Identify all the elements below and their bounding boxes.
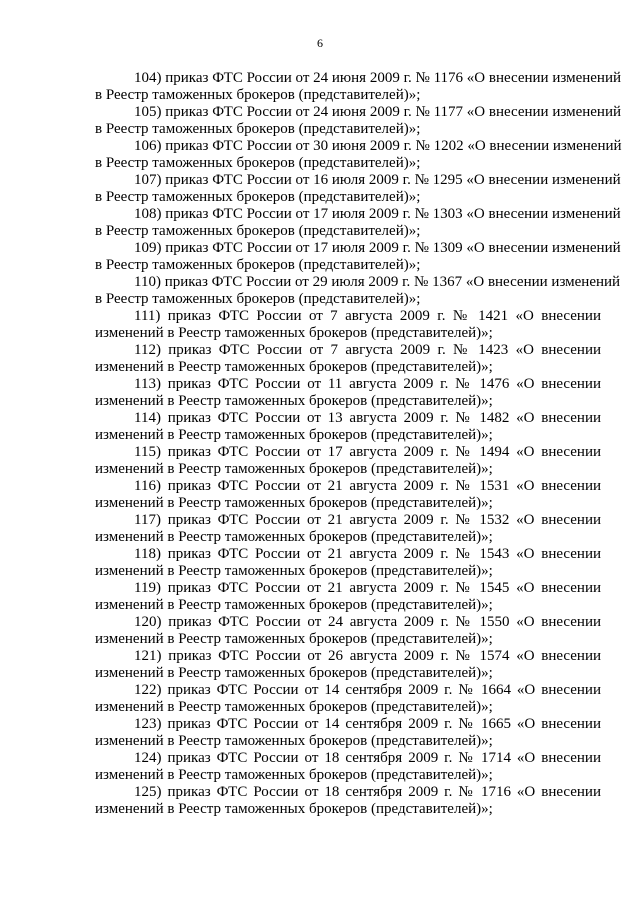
list-item <box>95 70 621 104</box>
list-item-first-line: 106) приказ ФТС России от 30 июня 2009 г. № 1202 «О внесении изменений <box>134 138 622 154</box>
list-item-continuation: в Реестр таможенных брокеров (представителей)»; <box>95 223 421 239</box>
list-item-first-line: 112) приказ ФТС России от 7 августа 2009 г. № 1423 «О внесении <box>134 342 601 358</box>
list-item <box>95 274 621 308</box>
list-item-first-line: 116) приказ ФТС России от 21 августа 2009 г. № 1531 «О внесении <box>134 478 601 494</box>
list-item <box>95 410 601 444</box>
list-item-continuation: изменений в Реестр таможенных брокеров (представителей)»; <box>95 767 493 783</box>
list-item <box>95 784 601 818</box>
list-item-continuation: изменений в Реестр таможенных брокеров (представителей)»; <box>95 427 493 443</box>
list-item <box>95 716 601 750</box>
list-item-first-line: 114) приказ ФТС России от 13 августа 2009 г. № 1482 «О внесении <box>134 410 601 426</box>
list-item-first-line: 121) приказ ФТС России от 26 августа 2009 г. № 1574 «О внесении <box>134 648 601 664</box>
list-item-continuation: в Реестр таможенных брокеров (представителей)»; <box>95 87 421 103</box>
list-item-first-line: 125) приказ ФТС России от 18 сентября 2009 г. № 1716 «О внесении <box>134 784 601 800</box>
list-item-continuation: изменений в Реестр таможенных брокеров (представителей)»; <box>95 529 493 545</box>
list-item <box>95 682 601 716</box>
page-number: 6 <box>317 36 323 50</box>
list-item-continuation: в Реестр таможенных брокеров (представителей)»; <box>95 257 421 273</box>
list-item-first-line: 124) приказ ФТС России от 18 сентября 2009 г. № 1714 «О внесении <box>134 750 601 766</box>
list-item-first-line: 109) приказ ФТС России от 17 июля 2009 г. № 1309 «О внесении изменений <box>134 240 621 256</box>
list-item <box>95 104 621 138</box>
list-item-first-line: 120) приказ ФТС России от 24 августа 2009 г. № 1550 «О внесении <box>134 614 601 630</box>
list-item-first-line: 105) приказ ФТС России от 24 июня 2009 г. № 1177 «О внесении изменений <box>134 104 621 120</box>
list-item-continuation: изменений в Реестр таможенных брокеров (представителей)»; <box>95 325 493 341</box>
list-item-continuation: изменений в Реестр таможенных брокеров (представителей)»; <box>95 801 493 817</box>
list-item <box>95 172 621 206</box>
list-item-first-line: 107) приказ ФТС России от 16 июля 2009 г. № 1295 «О внесении изменений <box>134 172 621 188</box>
list-item-continuation: изменений в Реестр таможенных брокеров (представителей)»; <box>95 393 493 409</box>
list-item-continuation: изменений в Реестр таможенных брокеров (представителей)»; <box>95 597 493 613</box>
list-item-first-line: 123) приказ ФТС России от 14 сентября 2009 г. № 1665 «О внесении <box>134 716 601 732</box>
list-item <box>95 648 601 682</box>
list-item-continuation: в Реестр таможенных брокеров (представителей)»; <box>95 189 421 205</box>
list-item-first-line: 117) приказ ФТС России от 21 августа 2009 г. № 1532 «О внесении <box>134 512 601 528</box>
list-item <box>95 580 601 614</box>
list-item-first-line: 110) приказ ФТС России от 29 июля 2009 г. № 1367 «О внесении изменений <box>134 274 621 290</box>
list-item-continuation: изменений в Реестр таможенных брокеров (представителей)»; <box>95 461 493 477</box>
list-item-first-line: 108) приказ ФТС России от 17 июля 2009 г. № 1303 «О внесении изменений <box>134 206 621 222</box>
list-item <box>95 240 621 274</box>
order-list <box>95 70 622 818</box>
list-item-continuation: изменений в Реестр таможенных брокеров (представителей)»; <box>95 495 493 511</box>
list-item <box>95 342 601 376</box>
list-item <box>95 478 601 512</box>
list-item-continuation: изменений в Реестр таможенных брокеров (представителей)»; <box>95 733 493 749</box>
list-item <box>95 546 601 580</box>
list-item-first-line: 113) приказ ФТС России от 11 августа 2009 г. № 1476 «О внесении <box>134 376 601 392</box>
list-item-continuation: в Реестр таможенных брокеров (представителей)»; <box>95 291 421 307</box>
list-item <box>95 206 621 240</box>
list-item <box>95 444 601 478</box>
list-item <box>95 512 601 546</box>
list-item-continuation: изменений в Реестр таможенных брокеров (представителей)»; <box>95 665 493 681</box>
list-item <box>95 308 601 342</box>
list-item-first-line: 119) приказ ФТС России от 21 августа 2009 г. № 1545 «О внесении <box>134 580 601 596</box>
list-item-first-line: 122) приказ ФТС России от 14 сентября 2009 г. № 1664 «О внесении <box>134 682 601 698</box>
list-item-continuation: изменений в Реестр таможенных брокеров (представителей)»; <box>95 699 493 715</box>
list-item-continuation: в Реестр таможенных брокеров (представителей)»; <box>95 155 421 171</box>
list-item-first-line: 111) приказ ФТС России от 7 августа 2009 г. № 1421 «О внесении <box>134 308 601 324</box>
list-item-first-line: 118) приказ ФТС России от 21 августа 2009 г. № 1543 «О внесении <box>134 546 601 562</box>
list-item <box>95 614 601 648</box>
list-item <box>95 138 622 172</box>
list-item <box>95 750 601 784</box>
list-item <box>95 376 601 410</box>
list-item-continuation: изменений в Реестр таможенных брокеров (представителей)»; <box>95 631 493 647</box>
list-item-first-line: 115) приказ ФТС России от 17 августа 2009 г. № 1494 «О внесении <box>134 444 601 460</box>
list-item-continuation: изменений в Реестр таможенных брокеров (представителей)»; <box>95 563 493 579</box>
list-item-continuation: в Реестр таможенных брокеров (представителей)»; <box>95 121 421 137</box>
list-item-first-line: 104) приказ ФТС России от 24 июня 2009 г. № 1176 «О внесении изменений <box>134 70 621 86</box>
list-item-continuation: изменений в Реестр таможенных брокеров (представителей)»; <box>95 359 493 375</box>
